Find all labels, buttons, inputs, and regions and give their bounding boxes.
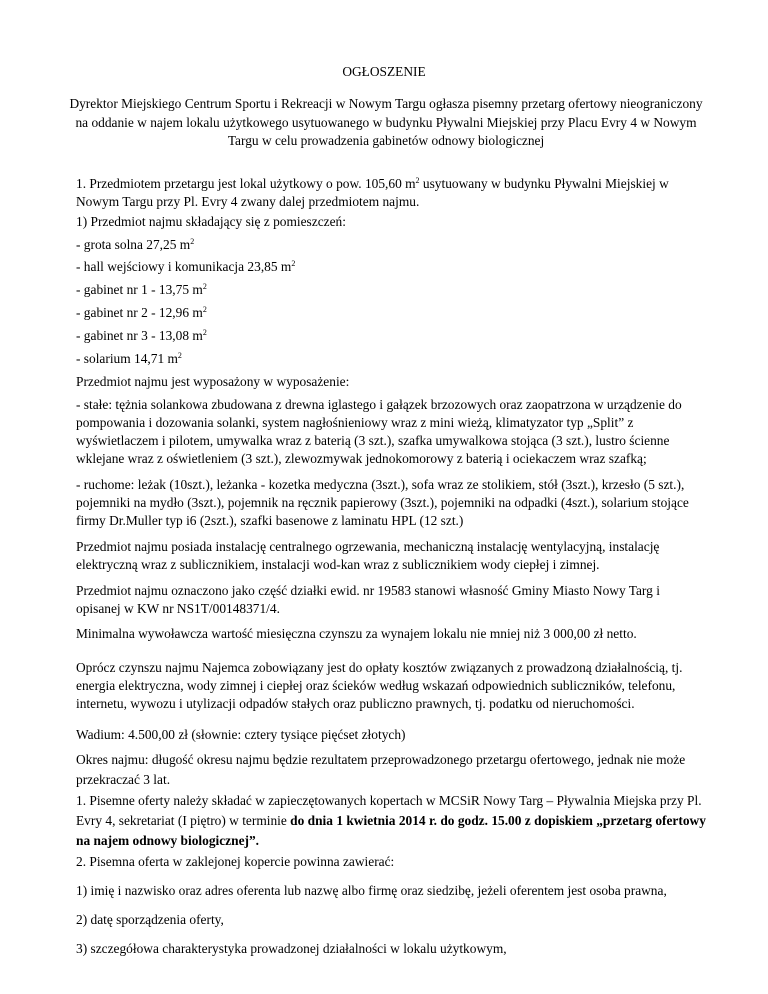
offer-requirement-item: 3) szczegółowa charakterystyka prowadzonej działalności w lokalu użytkowym, bbox=[76, 941, 507, 956]
paragraph-rooms-intro: 1) Przedmiot najmu składający się z pomieszczeń: bbox=[76, 214, 346, 229]
paragraph-additional-costs: Oprócz czynszu najmu Najemca zobowiązany jest do opłaty kosztów związanych z prowadzoną działalnością, tj. energia elektryczna, wody zimnej i ciepłej oraz ścieków według wskazań odpowiednich subliczników, telefonu, internetu, wywozu i utylizacji odpadów stałych oraz publiczno prawnych, tj. podatku od nieruchomości. bbox=[76, 660, 683, 711]
room-item: - gabinet nr 2 - 12,96 $m^2$ bbox=[76, 305, 207, 320]
room-item: - grota solna 27,25 $m^2$ bbox=[76, 237, 195, 252]
offer-requirement-item: 2) datę sporządzenia oferty, bbox=[76, 912, 224, 927]
room-item: - solarium 14,71 $m^2$ bbox=[76, 351, 182, 366]
paragraph-lease-period: Okres najmu: długość okresu najmu będzie rezultatem przeprowadzonego przetargu ofertowego, jednak nie może przekraczać 3 lat. bbox=[76, 752, 686, 787]
paragraph-subject: 1. Przedmiotem przetargu jest lokal użytkowy o pow. 105,60 $m^2$ usytuowany w budynku Pływalni Miejskiej w Nowym Targu przy Pl. Evry 4 zwany dalej przedmiotem najmu. bbox=[76, 176, 669, 209]
room-item: - gabinet nr 1 - 13,75 $m^2$ bbox=[76, 282, 207, 297]
paragraph-movable-equipment: - ruchome: leżak (10szt.), leżanka - kozetka medyczna (3szt.), sofa wraz ze stolikiem, stół (3szt.), krzesło (5 szt.), pojemniki na mydło (3szt.), pojemnik na ręcznik papierowy (3szt.), pojemniki na odpadki (4szt.), solarium stojące firmy Dr.Muller typ i6 (2szt.), szafki basenowe z laminatu HPL (12 szt.) bbox=[76, 477, 689, 528]
paragraph-minimum-rent: Minimalna wywoławcza wartość miesięczna czynszu za wynajem lokalu nie mniej niż 3 000,00 zł netto. bbox=[76, 626, 637, 641]
paragraph-fixed-equipment: - stałe: tężnia solankowa zbudowana z drewna iglastego i gałązek brzozowych oraz zaopatrzona w urządzenie do pompowania i dozowania solanki, system nagłośnieniowy wraz z mini wieżą, klimatyzator typ „Split” z wyświetlaczem i pilotem, umywalka wraz z baterią (3 szt.), szafka umywalkowa stojąca (3 szt.), lustro ścienne wklejane wraz z oświetleniem (3 szt.), zlewozmywak jednokomorowy z baterią i ociekaczem wraz szafką; bbox=[76, 397, 682, 466]
room-item: - gabinet nr 3 - 13,08 $m^2$ bbox=[76, 328, 207, 343]
submission-deadline: do dnia 1 kwietnia 2014 r. do godz. 15.00 z dopiskiem „przetarg ofertowy na najem odnowy biologicznej”. bbox=[76, 813, 706, 848]
offer-requirement-item: 1) imię i nazwisko oraz adres oferenta lub nazwę albo firmę oraz siedzibę, jeżeli oferentem jest osoba prawna, bbox=[76, 883, 667, 898]
paragraph-offer-contents: 2. Pisemna oferta w zaklejonej kopercie powinna zawierać: bbox=[76, 854, 395, 869]
paragraph-equipment-intro: Przedmiot najmu jest wyposażony w wyposażenie: bbox=[76, 374, 350, 389]
room-item: - hall wejściowy i komunikacja 23,85 $m^2$ bbox=[76, 259, 296, 274]
paragraph-submission: 1. Pisemne oferty należy składać w zapieczętowanych kopertach w MCSiR Nowy Targ – Pływalnia Miejska przy Pl. Evry 4, sekretariat (I piętro) w terminie do dnia 1 kwietnia 2014 r. do godz. 15.00 z dopiskiem „przetarg ofertowy na najem odnowy biologicznej”. bbox=[76, 793, 706, 848]
paragraph-installations: Przedmiot najmu posiada instalację centralnego ogrzewania, mechaniczną instalację wentylacyjną, instalację elektryczną wraz z sublicznikiem, instalacji wod-kan wraz z sublicznikiem wody ciepłej i zimnej. bbox=[76, 539, 660, 572]
intro-paragraph: Dyrektor Miejskiego Centrum Sportu i Rekreacji w Nowym Targu ogłasza pisemny przetarg ofertowy nieograniczony na oddanie w najem lokalu użytkowego usytuowanego w budynku Pływalni Miejskiej przy Placu Evry 4 w Nowym Targu w celu prowadzenia gabinetów odnowy biologicznej bbox=[69, 96, 703, 148]
page-title: OGŁOSZENIE bbox=[342, 64, 426, 79]
paragraph-plot: Przedmiot najmu oznaczono jako część działki ewid. nr 19583 stanowi własność Gminy Miasto Nowy Targ i opisanej w KW nr NS1T/00148371/4. bbox=[76, 583, 660, 616]
paragraph-deposit: Wadium: 4.500,00 zł (słownie: cztery tysiące pięćset złotych) bbox=[76, 727, 406, 742]
